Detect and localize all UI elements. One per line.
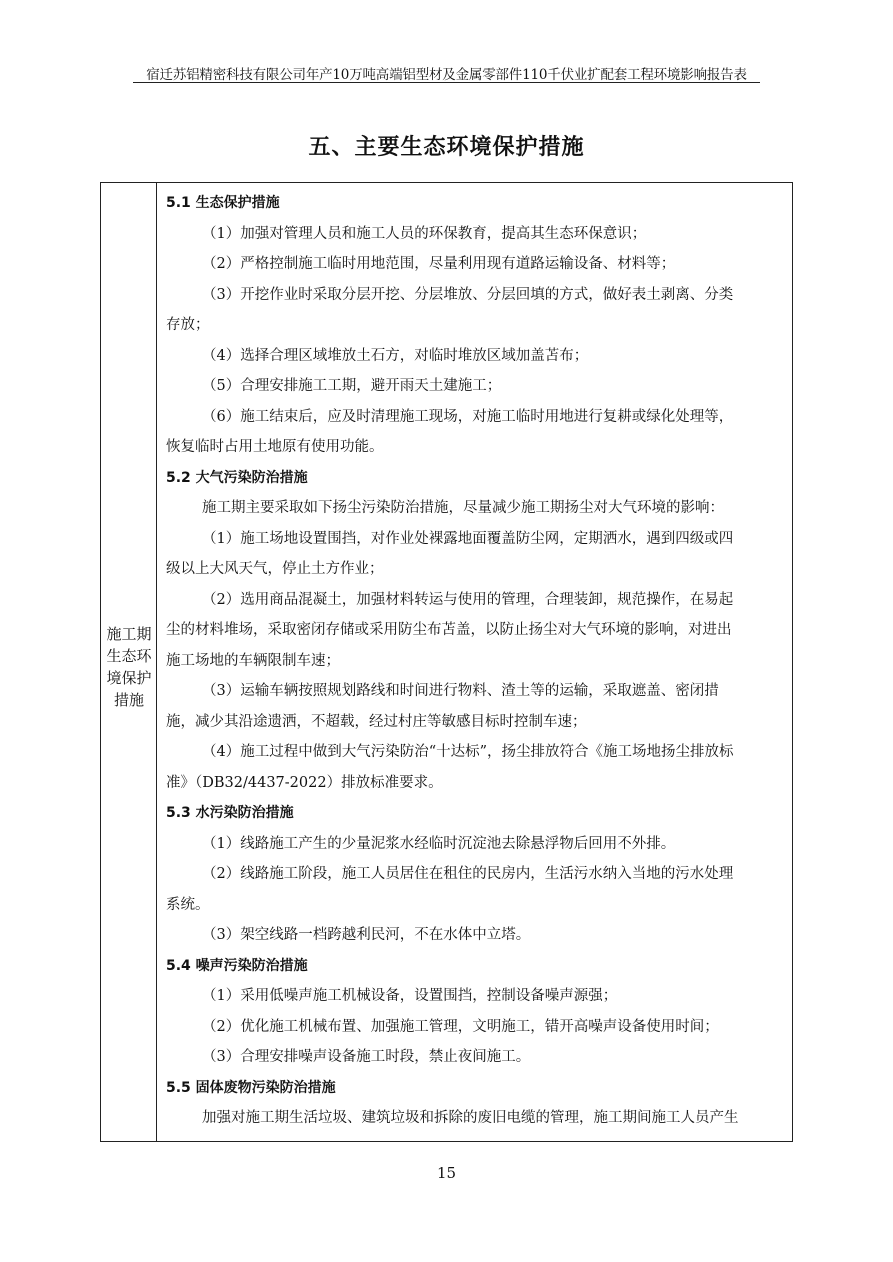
paragraph-line: （3）运输车辆按照规划路线和时间进行物料、渣土等的运输，采取遮盖、密闭措 (202, 683, 719, 699)
paragraph-line: （1）加强对管理人员和施工人员的环保教育，提高其生态环保意识； (202, 225, 647, 242)
paragraph-line: 恢复临时占用土地原有使用功能。 (166, 439, 384, 455)
paragraph-line: （4）选择合理区域堆放土石方，对临时堆放区域加盖苫布； (202, 347, 589, 364)
paragraph-line: （5）合理安排施工工期，避开雨天土建施工； (202, 378, 502, 394)
paragraph-line: （6）施工结束后，应及时清理施工现场，对施工临时用地进行复耕或绿化处理等， (202, 408, 734, 425)
paragraph-line: （1）线路施工产生的少量泥浆水经临时沉淀池去除悬浮物后回用不外排。 (202, 835, 676, 852)
table-content (158, 188, 784, 1134)
running-header: 宿迁苏铝精密科技有限公司年产10万吨高端铝型材及金属零部件110千伏业扩配套工程环境影响报告表 (146, 67, 747, 83)
paragraph-line: （3）开挖作业时采取分层开挖、分层堆放、分层回填的方式，做好表土剥离、分类 (202, 286, 734, 303)
paragraph-line: 加强对施工期生活垃圾、建筑垃圾和拆除的废旧电缆的管理，施工期间施工人员产生 (202, 1110, 739, 1126)
paragraph-line: 施工场地的车辆限制车速； (166, 652, 340, 669)
paragraph-line: 施，减少其沿途遗洒，不超载，经过村庄等敏感目标时控制车速； (166, 713, 587, 730)
section-heading: 5.2 大气污染防治措施 (166, 469, 308, 486)
paragraph-line: 系统。 (166, 896, 210, 913)
header-rule (133, 82, 760, 83)
paragraph-line: （3）架空线路一档跨越利民河，不在水体中立塔。 (202, 927, 531, 943)
paragraph-line: （4）施工过程中做到大气污染防治“十达标”，扬尘排放符合《施工场地扬尘排放标 (202, 744, 734, 760)
paragraph-line: （3）合理安排噪声设备施工时段，禁止夜间施工。 (202, 1049, 531, 1065)
table-label-line: 生态环 (106, 647, 152, 665)
paragraph-line: 存放； (166, 317, 210, 333)
table-label-line: 措施 (113, 691, 144, 709)
page-title: 五、主要生态环境保护措施 (308, 134, 585, 160)
paragraph-line: （1）采用低噪声施工机械设备，设置围挡，控制设备噪声源强； (202, 988, 618, 1004)
paragraph-line: （2）严格控制施工临时用地范围，尽量利用现有道路运输设备、材料等； (202, 256, 676, 272)
section-heading: 5.4 噪声污染防治措施 (166, 957, 308, 974)
paragraph-line: （2）选用商品混凝土，加强材料转运与使用的管理，合理装卸，规范操作，在易起 (202, 591, 734, 608)
section-heading: 5.1 生态保护措施 (166, 195, 280, 211)
table-label (103, 623, 155, 711)
paragraph-line: 施工期主要采取如下扬尘污染防治措施，尽量减少施工期扬尘对大气环境的影响： (202, 500, 724, 516)
paragraph-line: 级以上大风天气，停止土方作业； (166, 561, 384, 577)
section-heading: 5.3 水污染防治措施 (166, 805, 294, 821)
table-label-line: 境保护 (106, 669, 152, 687)
paragraph-line: （2）优化施工机械布置、加强施工管理，文明施工，错开高噪声设备使用时间； (202, 1018, 719, 1035)
paragraph-line: （1）施工场地设置围挡，对作业处裸露地面覆盖防尘网，定期洒水，遇到四级或四 (202, 530, 734, 547)
paragraph-line: （2）线路施工阶段，施工人员居住在租住的民房内，生活污水纳入当地的污水处理 (202, 866, 734, 882)
section-heading: 5.5 固体废物污染防治措施 (166, 1079, 336, 1096)
measures-table (100, 182, 793, 1142)
table-label-cell (101, 183, 157, 1141)
page-number: 15 (436, 1164, 457, 1182)
paragraph-line: 准》（DB32/4437-2022）排放标准要求。 (166, 774, 443, 791)
table-label-line: 施工期 (106, 625, 152, 643)
paragraph-line: 尘的材料堆场，采取密闭存储或采用防尘布苫盖，以防止扬尘对大气环境的影响，对进出 (166, 622, 732, 638)
